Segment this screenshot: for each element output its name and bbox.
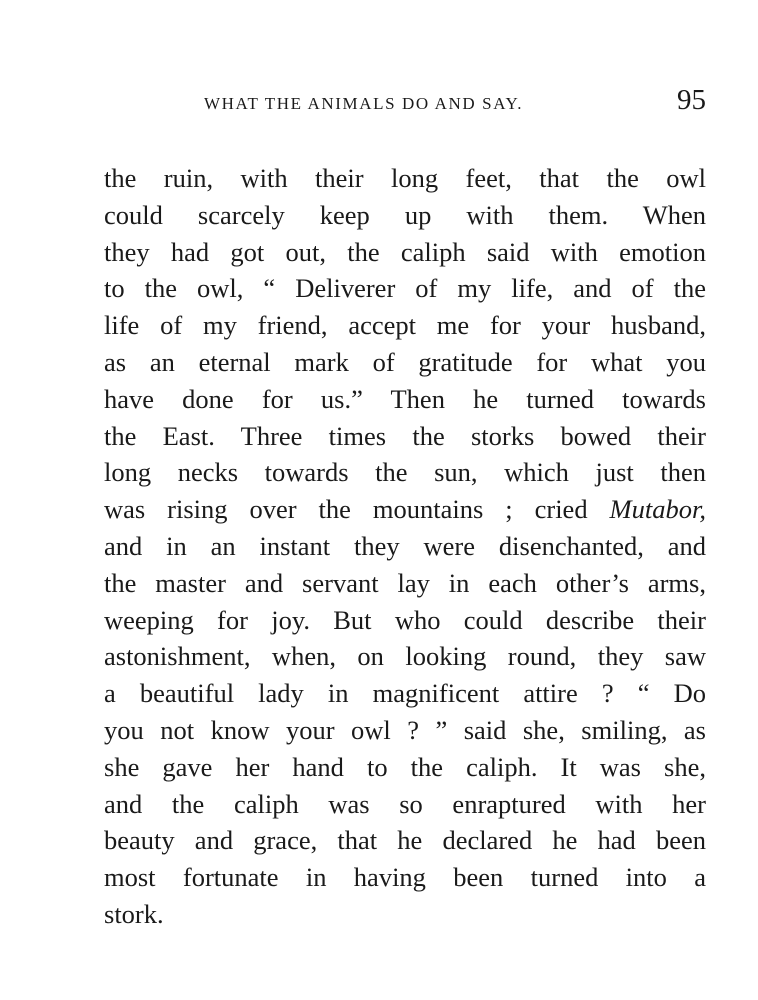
text-line-last: stork.	[104, 898, 164, 929]
text-line: weeping for joy. But who could describe their	[104, 604, 706, 635]
text-line: a beautiful lady in magnificent attire ? “ Do	[104, 678, 706, 709]
text-line: to the owl, “ Deliverer of my life, and of the	[104, 273, 706, 304]
text-line: astonishment, when, on looking round, they saw	[104, 641, 706, 672]
text-line: they had got out, the caliph said with emotion	[104, 236, 706, 267]
italic-word: Mutabor,	[609, 494, 706, 525]
text-line-segment: was rising over the mountains ; cried	[104, 494, 588, 525]
text-line: and in an instant they were disenchanted, and	[104, 530, 706, 561]
text-line: she gave her hand to the caliph. It was she,	[104, 751, 706, 782]
text-line-with-italic	[104, 491, 706, 528]
text-line: could scarcely keep up with them. When	[104, 199, 706, 230]
running-header	[104, 84, 706, 124]
text-line: the master and servant lay in each other’s arms,	[104, 567, 706, 598]
text-line: long necks towards the sun, which just then	[104, 457, 706, 488]
text-line: and the caliph was so enraptured with her	[104, 788, 706, 819]
text-line: the East. Three times the storks bowed their	[104, 420, 706, 451]
page-number: 95	[677, 84, 706, 116]
text-line: you not know your owl ? ” said she, smiling, as	[104, 714, 706, 745]
body-text	[104, 160, 706, 933]
text-line: as an eternal mark of gratitude for what you	[104, 346, 706, 377]
text-line: most fortunate in having been turned into a	[104, 862, 706, 893]
running-title: WHAT THE ANIMALS DO AND SAY.	[204, 94, 524, 113]
text-line: the ruin, with their long feet, that the owl	[104, 163, 706, 193]
text-line: life of my friend, accept me for your husband,	[104, 310, 706, 341]
text-line: have done for us.” Then he turned towards	[104, 383, 706, 414]
text-line: beauty and grace, that he declared he had been	[104, 825, 706, 856]
